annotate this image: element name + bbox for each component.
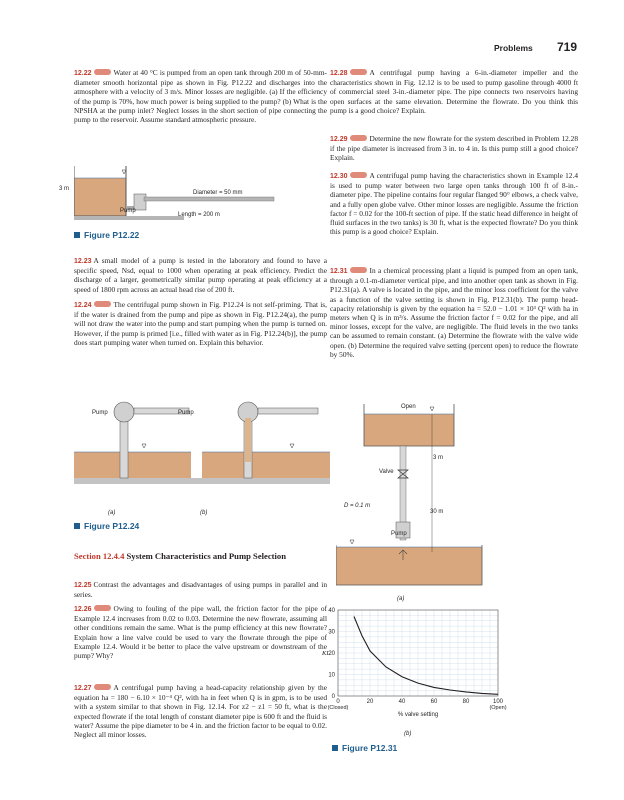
figure-caption-p12-24 bbox=[74, 521, 139, 531]
section-title: System Characteristics and Pump Selection bbox=[126, 551, 286, 561]
problem-text: A centrifugal pump having the characteristics shown in Example 12.4 is used to pump water between two large open tanks through 100 ft of 8-in.-diameter pipe. The pipeline contains four regular flanged 90° elbows, a check valve, and a fully open globe valve. Other minor losses are negligible. Assume the friction factor f = 0.02 for the 100-ft section of pipe. If the static head difference in height of fluid surfaces in the two tanks) is 30 ft, what is the expected flowrate? Do you think this pump is a good choice? Explain. bbox=[330, 171, 578, 237]
x-tick-label: 0 bbox=[336, 699, 340, 705]
problem-number: 12.30 bbox=[330, 173, 348, 180]
pump-label: Pump bbox=[120, 208, 136, 214]
height-label: 3 m bbox=[59, 186, 70, 192]
problem-number: 12.26 bbox=[74, 606, 92, 613]
problem-text: Determine the new flowrate for the system described in Problem 12.28 if the pipe diameter is increased from 3 in. to 4 in. Is this pump still a good choice? Explain. bbox=[330, 134, 578, 163]
problem-number: 12.25 bbox=[74, 582, 92, 589]
problem-number: 12.24 bbox=[74, 302, 92, 309]
sublabel-b: (b) bbox=[404, 731, 412, 737]
section-heading bbox=[74, 551, 327, 562]
y-tick-label: 40 bbox=[328, 608, 335, 614]
diameter-label: Diameter = 50 mm bbox=[193, 190, 243, 196]
problem-12-23 bbox=[74, 256, 327, 298]
problem-12-29 bbox=[330, 134, 578, 167]
y-tick-label: 10 bbox=[328, 672, 335, 679]
caption-text: Figure P12.22 bbox=[84, 230, 140, 240]
x-tick-label: 100 bbox=[492, 699, 504, 705]
sublabel-b: (b) bbox=[200, 510, 208, 516]
height-30m-label: 30 m bbox=[430, 509, 444, 515]
figure-p12-22-diagram bbox=[74, 166, 304, 228]
page-number: 719 bbox=[557, 40, 578, 54]
figure-caption-p12-31 bbox=[332, 743, 397, 753]
caption-square-icon bbox=[332, 745, 338, 751]
caption-text: Figure P12.24 bbox=[84, 521, 140, 531]
kl-vs-valve-setting-chart bbox=[318, 606, 508, 722]
problem-number: 12.23 bbox=[74, 258, 92, 265]
problem-12-25 bbox=[74, 580, 327, 603]
pump-label-b: Pump bbox=[178, 410, 194, 416]
caption-square-icon bbox=[74, 232, 80, 238]
open-label: Open bbox=[401, 404, 416, 410]
video-icon bbox=[350, 69, 367, 75]
y-tick-label: 0 bbox=[331, 694, 335, 700]
problem-12-26 bbox=[74, 604, 327, 664]
video-icon bbox=[350, 135, 367, 141]
problem-text: In a chemical processing plant a liquid is pumped from an open tank, through a 0.1-m-diameter vertical pipe, and into another open tank as shown in Fig. P12.31(a). A valve is located in the pipe, and the minor loss coefficient for the valve as a function of the valve setting is shown in Fig. P12.31(b). The pump head-capacity relationship is given by the equation ha = 52.0 − 1.01 × 10³ Q² with ha in meters when Q is in m³/s. Assume the friction factor f = 0.02 for the pipe, and all minor losses, except for the valve, are negligible. The fluid levels in the two tanks can be assumed to remain constant. (a) Determine the flowrate with the valve wide open. (b) Determine the required valve setting (percent open) to reduce the flowrate by 50%. bbox=[330, 266, 578, 359]
problem-text: The centrifugal pump shown in Fig. P12.24 is not self-priming. That is, if the water is drained from the pump and pipe as shown in Fig. P12.24(a), the pump will not draw the water into the pump and start pumping when the pump is turned on. However, if the pump is primed [i.e., filled with water as in Fig. P12.24(b)], the pump does start pumping water when turned on. Explain this behavior. bbox=[74, 300, 327, 347]
caption-text: Figure P12.31 bbox=[342, 743, 398, 753]
figure-caption-p12-22 bbox=[74, 230, 139, 240]
pump-label-a: Pump bbox=[92, 410, 108, 416]
y-tick-label: 20 bbox=[328, 651, 335, 657]
x-tick-label: 20 bbox=[366, 699, 374, 705]
problem-12-22 bbox=[74, 68, 327, 128]
problem-text: Water at 40 °C is pumped from an open tank through 200 m of 50-mm-diameter smooth horizontal pipe as shown in Fig. P12.22 and discharges into the atmosphere with a velocity of 3 m/s. Minor losses are negligible. (a) If the efficiency of the pump is 70%, how much power is being supplied to the pump? (b) What is the NPSHA at the pump inlet? Neglect losses in the short section of pipe connecting the pump to the reservoir. Assume standard atmospheric pressure. bbox=[74, 68, 327, 125]
valve-label: Valve bbox=[379, 469, 394, 475]
y-tick-label: 30 bbox=[328, 629, 335, 636]
problem-number: 12.27 bbox=[74, 685, 92, 692]
section-number: Section 12.4.4 bbox=[74, 551, 125, 561]
video-icon bbox=[94, 69, 111, 75]
problem-12-27 bbox=[74, 683, 327, 743]
y-axis-label: KL bbox=[322, 650, 330, 657]
video-icon bbox=[94, 684, 111, 690]
problem-12-30 bbox=[330, 171, 578, 240]
problem-12-28 bbox=[330, 68, 578, 119]
problem-text: A centrifugal pump having a head-capacity relationship given by the equation ha = 180 − 6.10 × 10⁻⁴ Q², with ha in feet when Q is in gpm, is to be used with a system similar to that shown in Fig. 12.14. For z2 − z1 = 50 ft, what is the expected flowrate if the total length of constant diameter pipe is 600 ft and the fluid is water? Assume the pipe diameter to be 4 in. and the friction factor to be equal to 0.02. Neglect all minor losses. bbox=[74, 683, 327, 740]
length-label: Length = 200 m bbox=[178, 212, 220, 218]
x-tick-note: (Closed) bbox=[327, 705, 349, 711]
diameter-label: D = 0.1 m bbox=[344, 503, 371, 509]
problem-number: 12.22 bbox=[74, 70, 92, 77]
figure-p12-31a-diagram bbox=[336, 400, 486, 590]
x-tick-label: 60 bbox=[430, 699, 438, 705]
problem-12-24 bbox=[74, 300, 327, 351]
problem-12-31 bbox=[330, 266, 578, 363]
video-icon bbox=[94, 605, 111, 611]
pump-label: Pump bbox=[391, 531, 407, 537]
sublabel-a: (a) bbox=[108, 510, 116, 516]
video-icon bbox=[350, 267, 367, 273]
caption-square-icon bbox=[74, 523, 80, 529]
problem-number: 12.29 bbox=[330, 136, 348, 143]
problem-text: Owing to fouling of the pipe wall, the friction factor for the pipe of Example 12.4 increases from 0.02 to 0.03. Determine the new flowrate, assuming all other conditions remain the same. What is the pump efficiency at this new flowrate? Explain how a line valve could be used to vary the flowrate through the pipe of Example 12.4. Would it be better to place the valve upstream or downstream of the pump? Why? bbox=[74, 604, 327, 661]
video-icon bbox=[94, 301, 111, 307]
problem-text: A small model of a pump is tested in the laboratory and found to have a specific speed, Nsd, equal to 1000 when operating at peak efficiency. Predict the discharge of a larger, geometrically similar pump operating at peak efficiency at a speed of 1800 rpm across an actual head rise of 200 ft. bbox=[74, 256, 327, 294]
x-axis-label: % valve setting bbox=[397, 712, 439, 718]
height-3m-label: 3 m bbox=[433, 455, 444, 461]
video-icon bbox=[350, 172, 367, 178]
running-header-section: Problems bbox=[494, 43, 533, 53]
x-tick-note: (Open) bbox=[489, 705, 507, 711]
x-tick-label: 40 bbox=[398, 699, 406, 705]
problem-number: 12.31 bbox=[330, 268, 348, 275]
figure-p12-24-diagram bbox=[74, 398, 330, 498]
x-tick-label: 80 bbox=[462, 699, 470, 705]
problem-text: A centrifugal pump having a 6-in.-diameter impeller and the characteristics shown in Fig. 12.12 is to be used to pump gasoline through 4000 ft of commercial steel 3-in.-diameter pipe. The pipe connects two reservoirs having open surfaces at the same elevation. Determine the flowrate. Do you think this pump is a good choice? Explain. bbox=[330, 68, 578, 115]
problem-text: Contrast the advantages and disadvantages of using pumps in parallel and in series. bbox=[74, 580, 327, 600]
problem-number: 12.28 bbox=[330, 70, 348, 77]
sublabel-a: (a) bbox=[397, 596, 405, 602]
